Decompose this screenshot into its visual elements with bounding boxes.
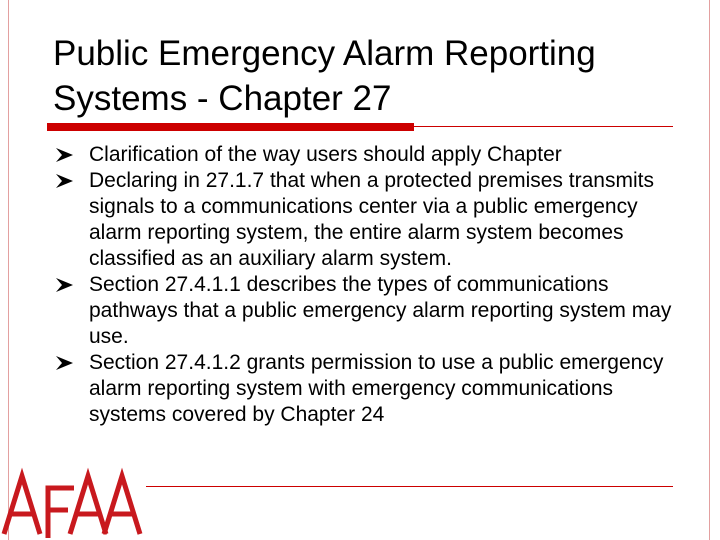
bullet-text: Section 27.4.1.2 grants permission to use a public emergency alarm reporting system with emergency communications systems covered by Chapter 24 <box>89 351 664 426</box>
bullet-item <box>53 272 693 350</box>
left-border-line <box>8 0 9 540</box>
bullet-text: Section 27.4.1.1 describes the types of communications pathways that a public emergency alarm reporting system may use. <box>89 273 672 348</box>
title-underline-thick <box>47 123 414 131</box>
right-border-line <box>709 0 710 540</box>
bullet-item <box>53 142 693 168</box>
arrow-right-icon <box>53 272 77 298</box>
arrow-right-icon <box>53 350 77 376</box>
footer-line <box>146 486 673 487</box>
bullet-text: Clarification of the way users should apply Chapter <box>89 143 562 166</box>
afaa-logo-icon <box>0 462 146 540</box>
bullet-item <box>53 350 693 428</box>
title-underline-thin <box>414 126 673 127</box>
slide-title: Public Emergency Alarm Reporting Systems - Chapter 27 <box>53 34 596 118</box>
bullet-list <box>53 142 693 428</box>
bullet-item <box>53 168 693 272</box>
arrow-right-icon <box>53 142 77 168</box>
bullet-text: Declaring in 27.1.7 that when a protected premises transmits signals to a communications center via a public emergency alarm reporting system, the entire alarm system becomes classified as an auxiliary alarm system. <box>89 169 654 270</box>
arrow-right-icon <box>53 168 77 194</box>
